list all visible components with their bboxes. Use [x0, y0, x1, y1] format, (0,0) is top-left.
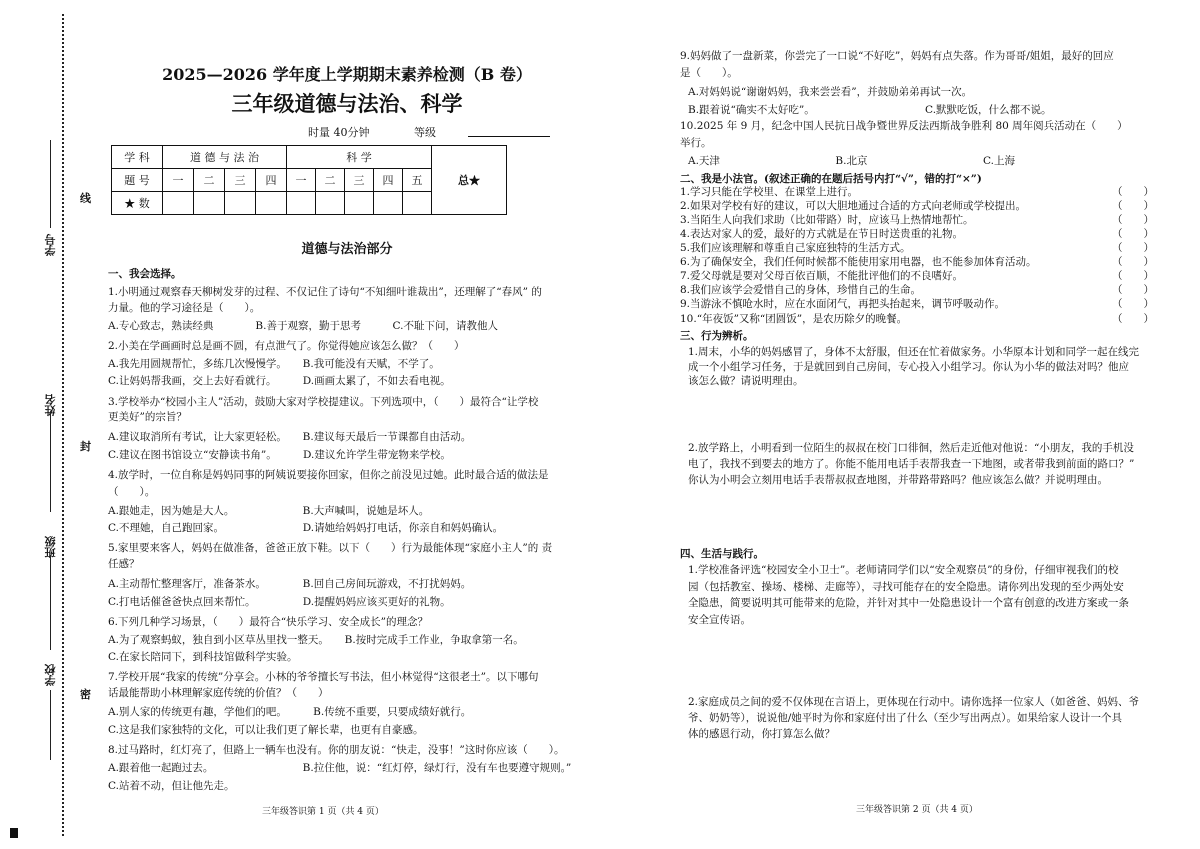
question-line: C.这是我们家独特的文化，可以让我们更了解长辈，也更有自豪感。: [108, 724, 424, 736]
question-line: 2.家庭成员之间的爱不仅体现在言语上，更体现在行动中。请你选择一位家人（如爸爸、妈妈、爷: [688, 696, 1140, 708]
question-number-label: 题 号: [112, 169, 163, 192]
question-line: 7.爱父母就是要对父母百依百顺，不能批评他们的不良嗜好。: [680, 270, 964, 282]
question-line: 7.学校开展“我家的传统”分享会。小林的爷爷擅长写书法，但小林觉得“这很老土”。以下哪句: [108, 671, 539, 683]
question-line: 爷、奶奶等），说说他/她平时为你和家庭付出了什么（至少写出两点）。如果给家人设计一个具: [688, 712, 1123, 724]
question-line: 体的感恩行动，你打算怎么做？: [688, 728, 835, 740]
question-line: 园（包括教室、操场、楼梯、走廊等），寻找可能存在的安全隐患。请你列出发现的至少两处安: [688, 581, 1124, 593]
question-line: C.建议在图书馆设立“安静读书角”。 D.建议允许学生带宠物来学校。: [108, 449, 451, 461]
question-line: 成一个小组学习任务，于是就回到自己房间，专心投入小组学习。你认为小华的做法对吗？他应: [688, 361, 1129, 373]
qnum-b-5: 五: [403, 169, 432, 192]
question-line: 8.我们应该学会爱惜自己的身体，珍惜自己的生命。: [680, 284, 922, 296]
question-line: A.建议取消所有考试，让大家更轻松。 B.建议每天最后一节课都自由活动。: [108, 431, 472, 443]
student-id-rule: [50, 140, 51, 228]
margin-label-class: 班级: [44, 536, 57, 558]
question-line: 话最能帮助小林理解家庭传统的价值？（ ）: [108, 687, 329, 699]
question-line: A.跟她走，因为她是大人。 B.大声喊叫，说她是坏人。: [108, 505, 430, 517]
question-line: 4.表达对家人的爱，最好的方式就是在节日时送贵重的礼物。: [680, 228, 964, 240]
judgment-answer-bracket[interactable]: （ ）: [1112, 256, 1154, 268]
qnum-a-4: 四: [256, 169, 287, 192]
question-line: 1.学习只能在学校里、在课堂上进行。: [680, 186, 859, 198]
stars-cell[interactable]: [403, 192, 432, 215]
stars-cell[interactable]: [316, 192, 345, 215]
judgment-answer-bracket[interactable]: （ ）: [1112, 228, 1154, 240]
question-line: 8.过马路时，红灯亮了，但路上一辆车也没有。你的朋友说：“快走，没事！”这时你应该（ ）。: [108, 744, 565, 756]
question-line: A.专心致志，熟读经典 B.善于观察，勤于思考 C.不耻下问，请教他人: [108, 320, 498, 332]
question-line: 你认为小明会立刻用电话手表帮叔叔查地图，并带路带路吗？他应该怎么做？并说明理由。: [688, 474, 1108, 486]
margin-label-name: 姓名: [44, 394, 57, 416]
score-table: [111, 145, 507, 215]
question-line: A.为了观察蚂蚁，独自到小区草丛里找一整天。 B.按时完成手工作业，争取拿第一名。: [108, 634, 524, 646]
question-line: 5.我们应该理解和尊重自己家庭独特的生活方式。: [680, 242, 911, 254]
qnum-b-1: 一: [287, 169, 316, 192]
question-line: 6.为了确保安全，我们任何时候都不能使用家用电器，也不能参加体育活动。: [680, 256, 1037, 268]
time-info: 时量 40分钟: [308, 126, 370, 139]
question-line: 2.放学路上，小明看到一位陌生的叔叔在校门口徘徊，然后走近他对他说：“小朋友，我的手机没: [688, 442, 1134, 454]
stars-cell[interactable]: [345, 192, 374, 215]
question-line: 2.小美在学画画时总是画不圆，有点泄气了。你觉得她应该怎么做？（ ）: [108, 340, 465, 352]
question-line: 3.当陌生人向我们求助（比如带路）时，应该马上热情地帮忙。: [680, 214, 974, 226]
question-line: A.对妈妈说“谢谢妈妈，我来尝尝看”，并鼓励弟弟再试一次。: [688, 86, 973, 98]
question-line: B.跟着说“确实不太好吃”。 C.默默吃饭，什么都不说。: [688, 104, 1052, 116]
part-title: 道德与法治部分: [301, 242, 393, 257]
question-line: 1.学校准备评选“校园安全小卫士”。老师请同学们以“安全观察员”的身份，仔细审视我们的校: [688, 564, 1119, 576]
grade-label: 等级: [414, 126, 436, 139]
seal-char-seal: 封: [80, 440, 91, 453]
class-rule: [50, 555, 51, 650]
qnum-a-1: 一: [163, 169, 194, 192]
total-stars-label: 总★: [432, 146, 507, 215]
stars-cell[interactable]: [374, 192, 403, 215]
question-line: 安全宣传语。: [688, 614, 751, 626]
question-line: A.跟着他一起跑过去。 B.拉住他，说：“红灯停，绿灯行，没有车也要遵守规则。”: [108, 762, 572, 774]
subject-label: 学 科: [112, 146, 163, 169]
binding-dotted-line: [62, 14, 64, 836]
school-rule: [50, 690, 51, 760]
question-line: 6.下列几种学习场景，（ ）最符合“快乐学习、安全成长”的理念？: [108, 616, 429, 628]
judgment-answer-bracket[interactable]: （ ）: [1112, 186, 1154, 198]
stars-cell[interactable]: [225, 192, 256, 215]
question-line: C.让妈妈帮我画，交上去好看就行。 D.画画太累了，不如去看电视。: [108, 375, 451, 387]
judgment-answer-bracket[interactable]: （ ）: [1112, 298, 1154, 310]
page1-footer: 三年级答识第 1 页（共 4 页）: [262, 807, 384, 817]
question-line: 是（ ）。: [680, 67, 738, 79]
question-line: 1.小明通过观察春天柳树发芽的过程、不仅记住了诗句“不知细叶谁裁出”，还理解了“春风” 的: [108, 286, 542, 298]
question-line: 10.“年夜饭”又称“团圆饭”，是农历除夕的晚餐。: [680, 313, 908, 325]
question-line: 力量。他的学习途径是（ ）。: [108, 302, 261, 314]
question-line: 1.周末，小华的妈妈感冒了，身体不太舒服，但还在忙着做家务。小华原本计划和同学一起在线完: [688, 346, 1140, 358]
question-line: 四、生活与践行。: [680, 548, 764, 560]
question-line: 2.如果对学校有好的建议，可以大胆地通过合适的方式向老师或学校提出。: [680, 200, 1027, 212]
judgment-answer-bracket[interactable]: （ ）: [1112, 200, 1154, 212]
question-line: 电了，我找不到要去的地方了。你能不能用电话手表帮我查一下地图，或者带我到前面的路口？”: [688, 458, 1135, 470]
margin-label-student-id: 学号: [44, 234, 57, 256]
judgment-answer-bracket[interactable]: （ ）: [1112, 284, 1154, 296]
corner-mark: [10, 828, 18, 838]
question-line: 更美好”的宗旨？: [108, 411, 187, 423]
qnum-b-4: 四: [374, 169, 403, 192]
stars-cell[interactable]: [287, 192, 316, 215]
subject-science: 科 学: [287, 146, 432, 169]
qnum-b-2: 二: [316, 169, 345, 192]
question-line: 3.学校举办“校园小主人”活动，鼓励大家对学校提建议。下列选项中，（ ）最符合“让学校: [108, 396, 539, 408]
question-line: A.我先用圆规帮忙，多练几次慢慢学。 B.我可能没有天赋，不学了。: [108, 358, 440, 370]
question-line: 任感？: [108, 558, 140, 570]
question-line: 二、我是小法官。(叙述正确的在题后括号内打“√”，错的打“×”): [680, 173, 982, 185]
stars-cell[interactable]: [163, 192, 194, 215]
question-line: 5.家里要来客人，妈妈在做准备，爸爸正放下鞋。以下（ ）行为最能体现“家庭小主人”的 责: [108, 542, 553, 554]
question-line: （ ）。: [108, 486, 156, 498]
question-line: A.别人家的传统更有趣，学他们的吧。 B.传统不重要，只要成绩好就行。: [108, 706, 472, 718]
grade-blank[interactable]: [468, 136, 550, 137]
judgment-answer-bracket[interactable]: （ ）: [1112, 270, 1154, 282]
question-line: 三、行为辨析。: [680, 330, 754, 342]
question-line: 9.妈妈做了一盘新菜，你尝完了一口说“不好吃”，妈妈有点失落。作为哥哥/姐姐，最好的回应: [680, 50, 1114, 62]
judgment-answer-bracket[interactable]: （ ）: [1112, 242, 1154, 254]
question-line: A.天津 B.北京 C.上海: [688, 155, 1015, 167]
question-line: C.站着不动，但让他先走。: [108, 780, 235, 792]
question-line: 举行。: [680, 137, 712, 149]
seal-char-secret: 密: [80, 688, 91, 701]
question-line: C.不理她，自己跑回家。 D.请她给妈妈打电话，你亲自和妈妈确认。: [108, 522, 504, 534]
page2-footer: 三年级答识第 2 页（共 4 页）: [856, 805, 978, 815]
judgment-answer-bracket[interactable]: （ ）: [1112, 214, 1154, 226]
exam-title: 2025—2026 学年度上学期期末素养检测（B 卷）: [162, 65, 532, 84]
exam-subtitle: 三年级道德与法治、科学: [231, 91, 463, 116]
question-line: 10.2025 年 9 月，纪念中国人民抗日战争暨世界反法西斯战争胜利 80 周年阅兵活动在（ ）: [680, 120, 1128, 132]
qnum-b-3: 三: [345, 169, 374, 192]
stars-cell[interactable]: [256, 192, 287, 215]
question-line: 9.当游泳不慎呛水时，应在水面闭气，再把头抬起来，调节呼吸动作。: [680, 298, 1006, 310]
stars-label: ★ 数: [112, 192, 163, 215]
question-line: A.主动帮忙整理客厅，准备茶水。 B.回自己房间玩游戏，不打扰妈妈。: [108, 578, 472, 590]
question-line: 全隐患，简要说明其可能带来的危险，并针对其中一处隐患设计一个富有创意的改进方案或一条: [688, 597, 1129, 609]
qnum-a-2: 二: [194, 169, 225, 192]
name-rule: [50, 412, 51, 512]
question-line: 该怎么做？请说明理由。: [688, 375, 804, 387]
question-line: 4.放学时，一位自称是妈妈同事的阿姨说要接你回家，但你之前没见过她。此时最合适的做法是: [108, 469, 549, 481]
question-line: C.打电话催爸爸快点回来帮忙。 D.提醒妈妈应该买更好的礼物。: [108, 596, 451, 608]
margin-label-school: 学校: [44, 664, 57, 686]
seal-char-line: 线: [80, 192, 91, 205]
stars-cell[interactable]: [194, 192, 225, 215]
judgment-answer-bracket[interactable]: （ ）: [1112, 313, 1154, 325]
question-line: C.在家长陪同下，到科技馆做科学实验。: [108, 651, 298, 663]
question-line: 一、我会选择。: [108, 268, 182, 280]
qnum-a-3: 三: [225, 169, 256, 192]
subject-moral: 道 德 与 法 治: [163, 146, 287, 169]
